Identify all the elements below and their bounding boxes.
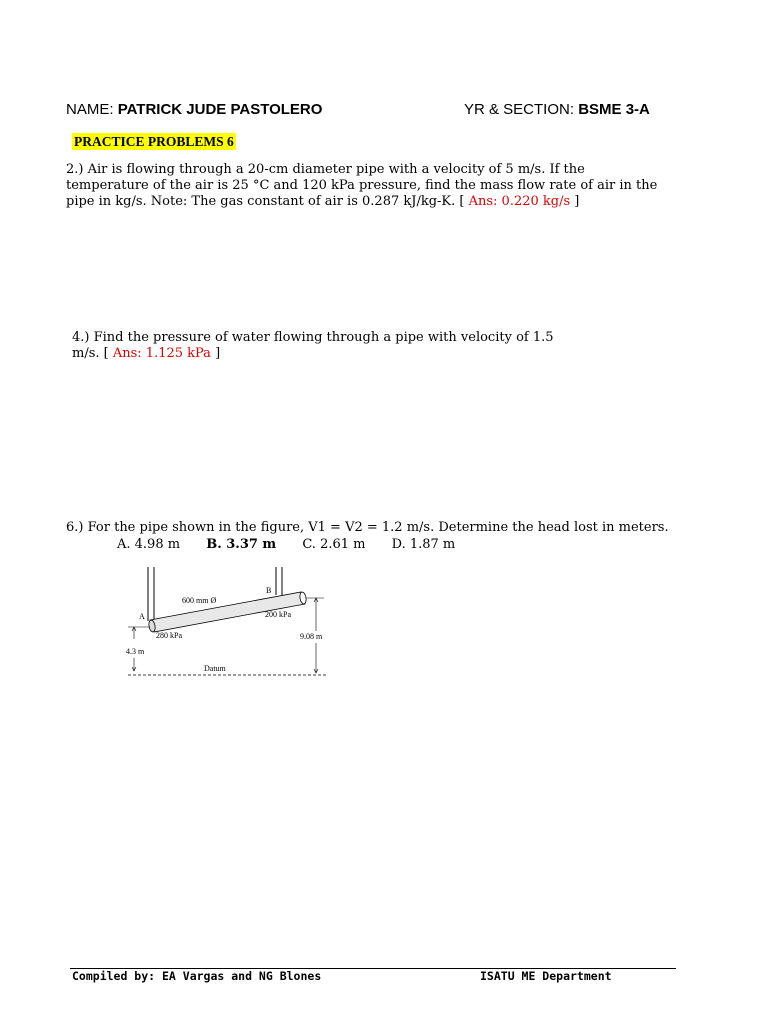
section-label: YR & SECTION: bbox=[464, 101, 575, 118]
problem-4 bbox=[72, 330, 554, 362]
label-a: A bbox=[139, 612, 145, 621]
name-label: NAME: bbox=[66, 101, 114, 118]
pressure-a-label: 280 kPa bbox=[156, 631, 182, 640]
footer-left: Compiled by: EA Vargas and NG Blones bbox=[72, 969, 322, 983]
name-value: PATRICK JUDE PASTOLERO bbox=[117, 101, 323, 118]
problem-4-line1: 4.) Find the pressure of water flowing through a pipe with velocity of 1.5 bbox=[72, 330, 554, 345]
pressure-b-label: 200 kPa bbox=[265, 610, 291, 619]
problem-6-choices bbox=[117, 537, 477, 552]
problem-2 bbox=[66, 162, 657, 210]
problem-4-answer: Ans: 1.125 kPa bbox=[108, 346, 216, 361]
datum-label: Datum bbox=[204, 664, 226, 673]
section-value: BSME 3-A bbox=[578, 101, 650, 118]
problem-2-answer: Ans: 0.220 kg/s bbox=[464, 194, 575, 209]
page-title: PRACTICE PROBLEMS 6 bbox=[74, 134, 234, 149]
choice-d: D. 1.87 m bbox=[391, 537, 456, 552]
name-field bbox=[66, 101, 322, 118]
label-b: B bbox=[266, 586, 272, 595]
choice-b: B. 3.37 m bbox=[206, 537, 277, 552]
problem-4-line2: m/s. [ Ans: 1.125 kPa ] bbox=[72, 346, 221, 361]
height-a-label: 4.3 m bbox=[126, 647, 145, 656]
problem-6-question: 6.) For the pipe shown in the figure, V1 = V2 = 1.2 m/s. Determine the head lost in meters. bbox=[66, 520, 669, 535]
choice-c: C. 2.61 m bbox=[302, 537, 366, 552]
footer-right: ISATU ME Department bbox=[480, 969, 612, 983]
pipe-figure bbox=[120, 565, 340, 683]
height-b-label: 9.08 m bbox=[300, 632, 323, 641]
problem-2-line2: temperature of the air is 25 °C and 120 kPa pressure, find the mass flow rate of air in the bbox=[66, 178, 658, 193]
problem-2-line3: pipe in kg/s. Note: The gas constant of air is 0.287 kJ/kg-K. [ Ans: 0.220 kg/s ] bbox=[66, 194, 580, 209]
section-field bbox=[464, 101, 650, 118]
problem-2-line1: 2.) Air is flowing through a 20-cm diameter pipe with a velocity of 5 m/s. If the bbox=[66, 162, 585, 177]
choice-a: A. 4.98 m bbox=[117, 537, 181, 552]
diameter-label: 600 mm Ø bbox=[182, 596, 217, 605]
